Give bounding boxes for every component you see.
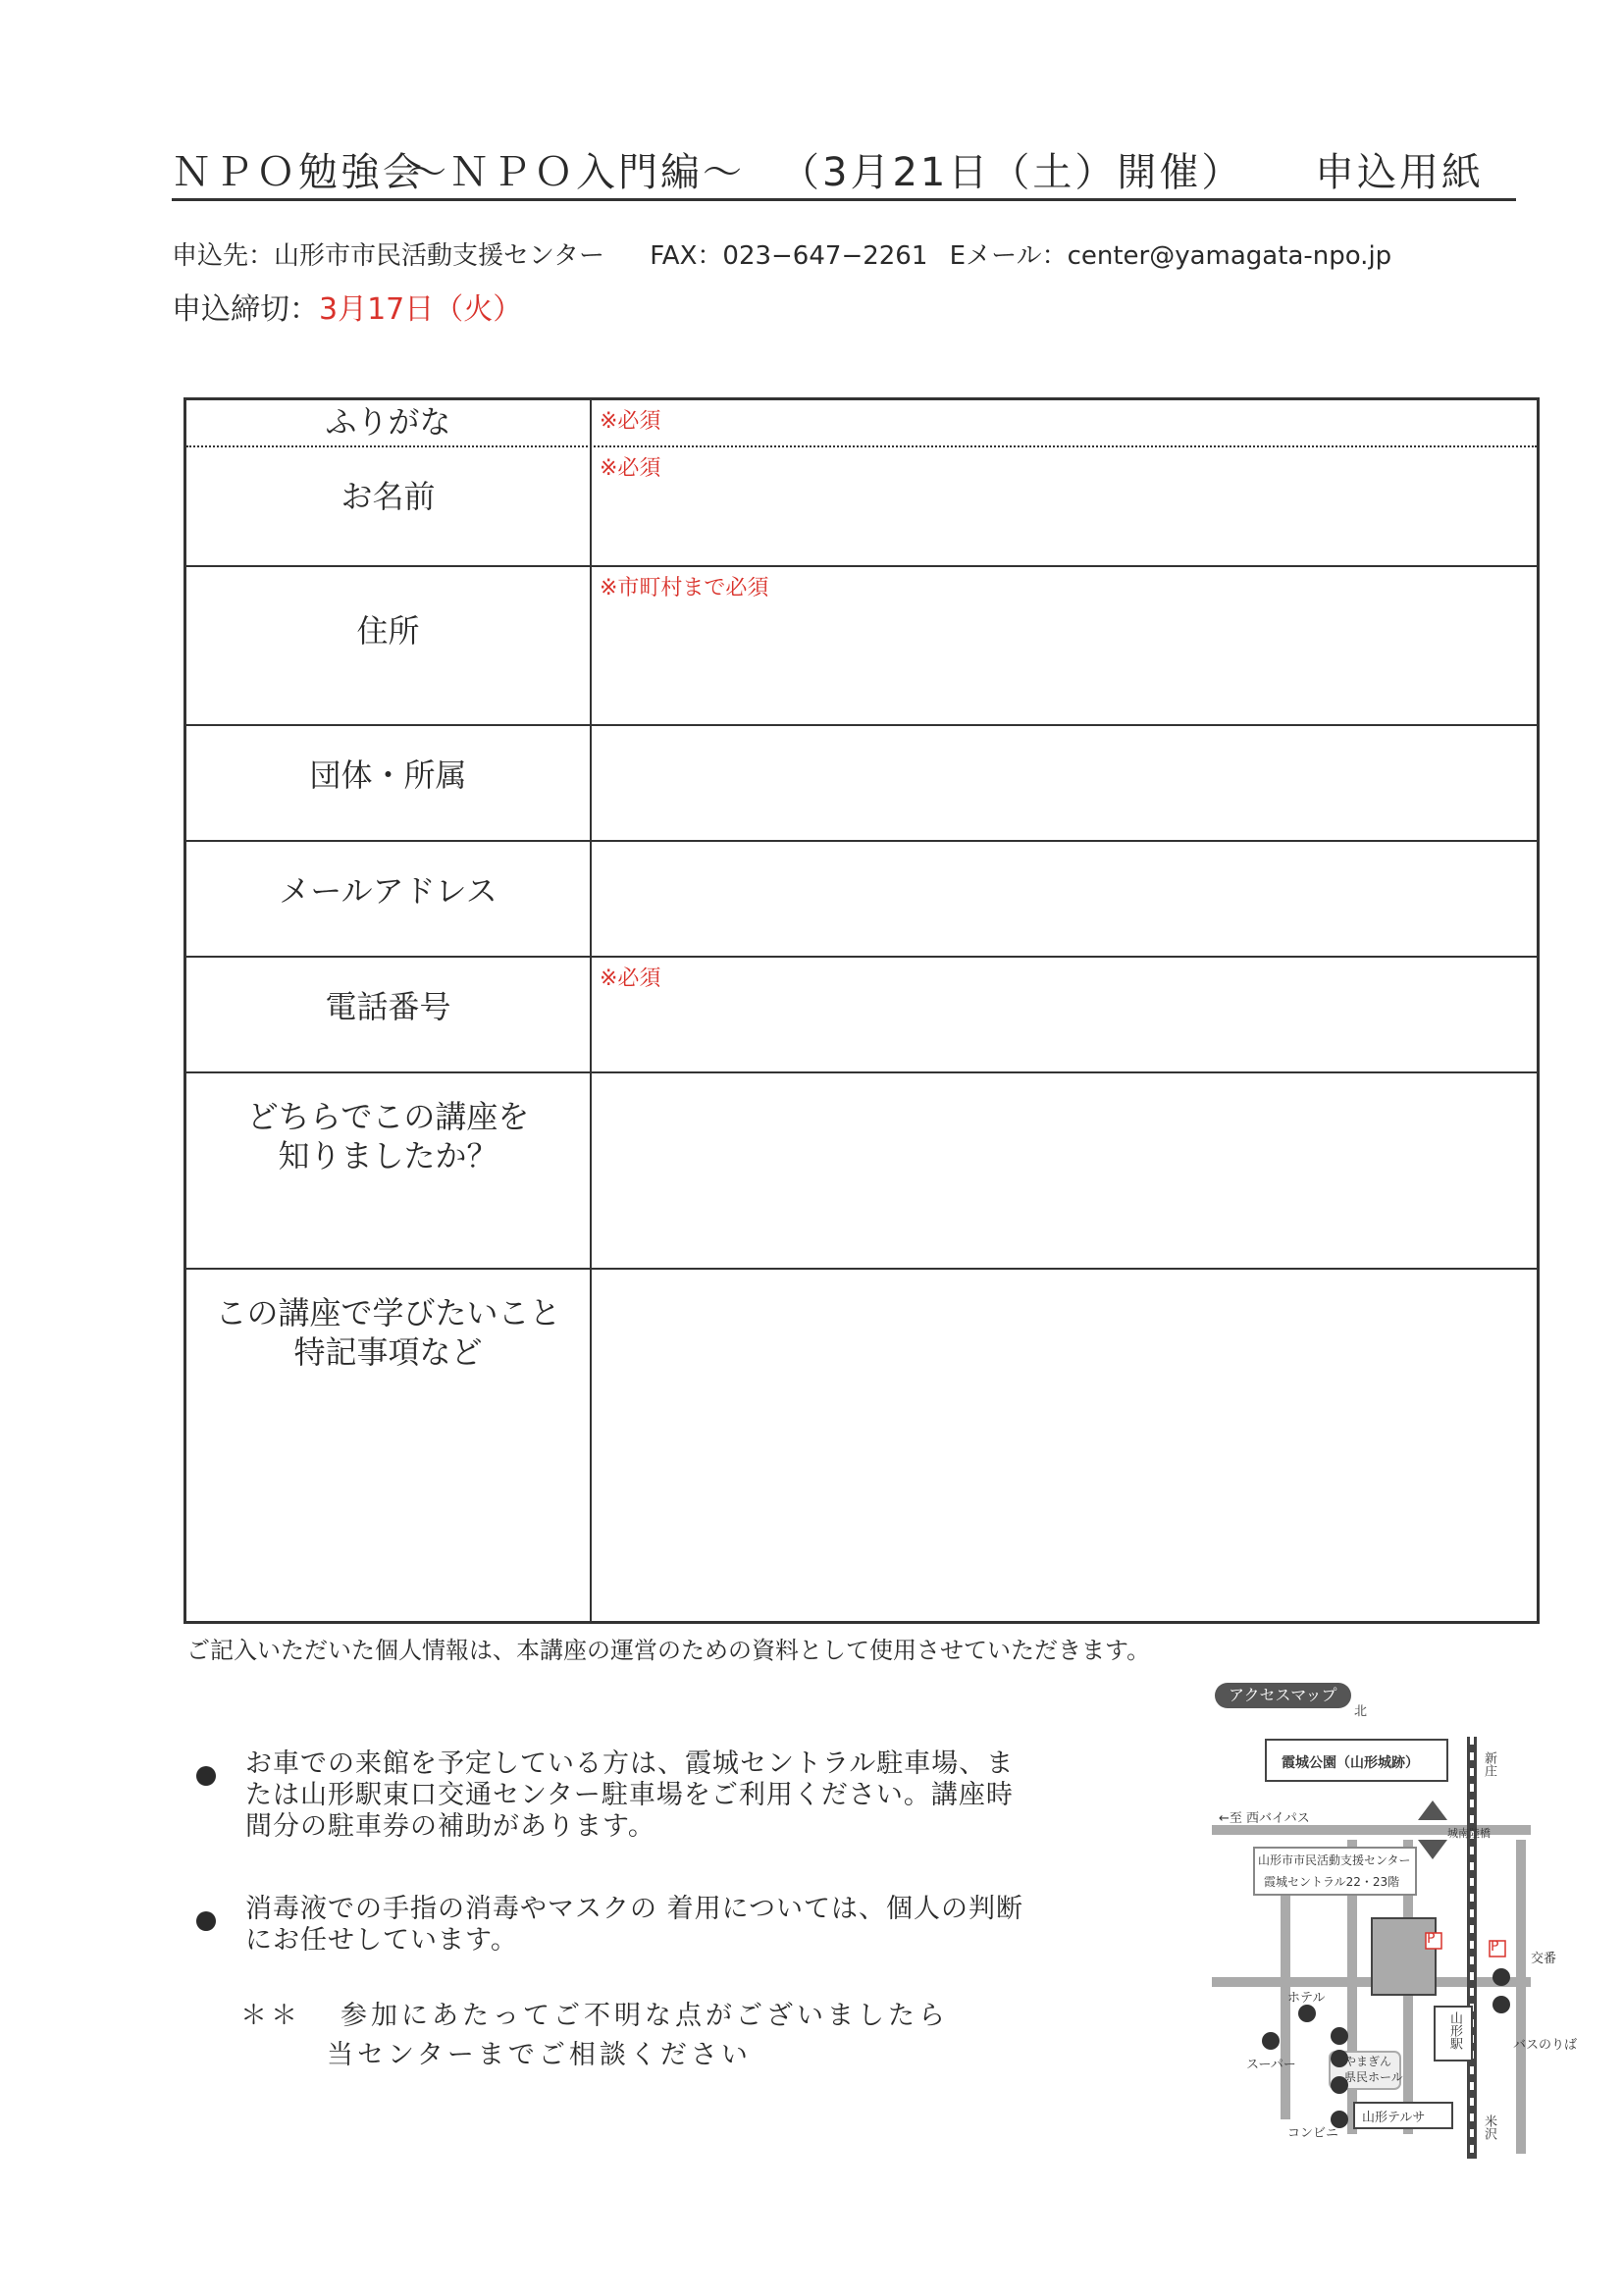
label-comments-line2: 特記事項など: [293, 1333, 483, 1371]
required-note: ※市町村まで必須: [600, 576, 769, 600]
label-source-line1: どちらでこの講座を: [246, 1098, 530, 1135]
note-hygiene-line2: にお任せしています。: [245, 1925, 518, 1956]
title-subtitle: ～ＮＰＯ入門編～: [407, 150, 745, 195]
marker-icon: [1331, 2027, 1348, 2045]
field-furigana[interactable]: [592, 400, 1537, 445]
contact-fax: FAX：023−647−2261: [650, 241, 928, 271]
map-title: アクセスマップ: [1215, 1683, 1351, 1708]
note-parking-line3: 間分の駐車券の補助があります。: [245, 1811, 655, 1842]
label-organization: 団体・所属: [186, 726, 592, 840]
field-comments[interactable]: [592, 1270, 1537, 1621]
map-super: スーパー: [1246, 2058, 1296, 2072]
field-phone[interactable]: [592, 958, 1537, 1071]
note-contact-mark: ＊＊: [240, 2001, 301, 2031]
field-address[interactable]: [592, 567, 1537, 724]
label-comments-line1: この講座で学びたいこと: [215, 1294, 561, 1331]
note-contact-line1: 参加にあたってご不明な点がございましたら: [340, 2001, 949, 2031]
privacy-note: ご記入いただいた個人情報は、本講座の運営のための資料として使用させていただきます。: [186, 1637, 1151, 1664]
map-parking-label: P: [1427, 1931, 1436, 1947]
arrow-icon: [1418, 1800, 1447, 1820]
map-junction: 城南陸橋: [1447, 1827, 1491, 1840]
application-form: [183, 397, 1540, 1624]
label-source-line2: 知りましたか？: [278, 1137, 498, 1174]
label-phone: 電話番号: [186, 958, 592, 1071]
contact-info: [172, 235, 1391, 272]
title-main: ＮＰＯ勉強会: [172, 150, 425, 195]
map-terrsa: 山形テルサ: [1362, 2111, 1426, 2125]
note-contact-line2: 当センターまでご相談ください: [327, 2040, 752, 2070]
required-note: ※必須: [600, 456, 661, 481]
map-parking-label: P: [1491, 1939, 1499, 1955]
contact-recipient: 申込先：山形市市民活動支援センター: [172, 241, 604, 271]
label-comments: [186, 1270, 592, 1621]
map-park: 霞城公園（山形城跡）: [1282, 1755, 1419, 1771]
bullet-icon: [196, 1766, 216, 1786]
map-koban: 交番: [1531, 1952, 1557, 1966]
note-parking-line2: たは山形駅東口交通センター駐車場をご利用ください。講座時: [245, 1780, 1014, 1810]
map-north: 北: [1354, 1704, 1368, 1719]
map-hall-line1: やまぎん: [1344, 2055, 1392, 2068]
label-address: 住所: [186, 567, 592, 724]
label-email: メールアドレス: [186, 842, 592, 956]
bus-stop-marker-icon: [1492, 1996, 1510, 2013]
arrow-icon: [1418, 1840, 1447, 1859]
building-icon: [1372, 1918, 1436, 1995]
map-hotel: ホテル: [1287, 1991, 1326, 2006]
hotel-marker-icon: [1298, 2005, 1316, 2022]
map-hall-line2: 県民ホール: [1344, 2070, 1403, 2084]
field-source[interactable]: [592, 1073, 1537, 1268]
form-row-address: [186, 567, 1537, 726]
map-yonezawa: 米沢: [1482, 2114, 1496, 2140]
deadline-date: 3月17日（火）: [319, 292, 523, 327]
map-station: 山形駅: [1447, 2011, 1462, 2050]
form-row-organization: [186, 726, 1537, 842]
form-row-source: [186, 1073, 1537, 1270]
form-row-comments: [186, 1270, 1537, 1621]
label-furigana: ふりがな: [186, 400, 592, 445]
label-source: [186, 1073, 592, 1268]
map-bus: バスのりば: [1513, 2038, 1578, 2053]
deadline-label: 申込締切：: [172, 292, 319, 327]
page-title: [172, 147, 1516, 201]
title-form-label: 申込用紙: [1315, 150, 1484, 195]
required-note: ※必須: [600, 409, 661, 434]
bullet-icon: [196, 1911, 216, 1931]
form-row-furigana: [186, 400, 1537, 447]
map-center-line2: 霞城セントラル22・23階: [1264, 1875, 1400, 1889]
field-organization[interactable]: [592, 726, 1537, 840]
note-hygiene: [245, 1894, 1023, 1957]
supermarket-marker-icon: [1262, 2032, 1280, 2050]
map-center-line1: 山形市市民活動支援センター: [1258, 1853, 1411, 1867]
map-shinjo: 新庄: [1482, 1751, 1496, 1777]
police-box-marker-icon: [1492, 1968, 1510, 1986]
note-parking: [245, 1748, 1014, 1843]
field-email[interactable]: [592, 842, 1537, 956]
form-row-email: [186, 842, 1537, 958]
note-parking-line1: お車での来館を予定している方は、霞城セントラル駐車場、ま: [245, 1748, 1015, 1779]
title-date: （3月21日（土）開催）: [780, 150, 1244, 195]
required-note: ※必須: [600, 966, 661, 991]
label-name: お名前: [186, 447, 592, 565]
map-bypass: ←至 西バイパス: [1219, 1811, 1310, 1826]
access-map: [1207, 1683, 1585, 2173]
contact-email: Eメール：center@yamagata-npo.jp: [949, 241, 1392, 271]
map-conveni: コンビニ: [1287, 2126, 1339, 2141]
form-row-name: [186, 447, 1537, 567]
deadline: [172, 285, 522, 328]
note-contact: [240, 1997, 949, 2075]
note-hygiene-line1: 消毒液での手指の消毒やマスクの 着用については、個人の判断: [245, 1894, 1024, 1924]
field-name[interactable]: [592, 447, 1537, 565]
form-row-phone: [186, 958, 1537, 1073]
